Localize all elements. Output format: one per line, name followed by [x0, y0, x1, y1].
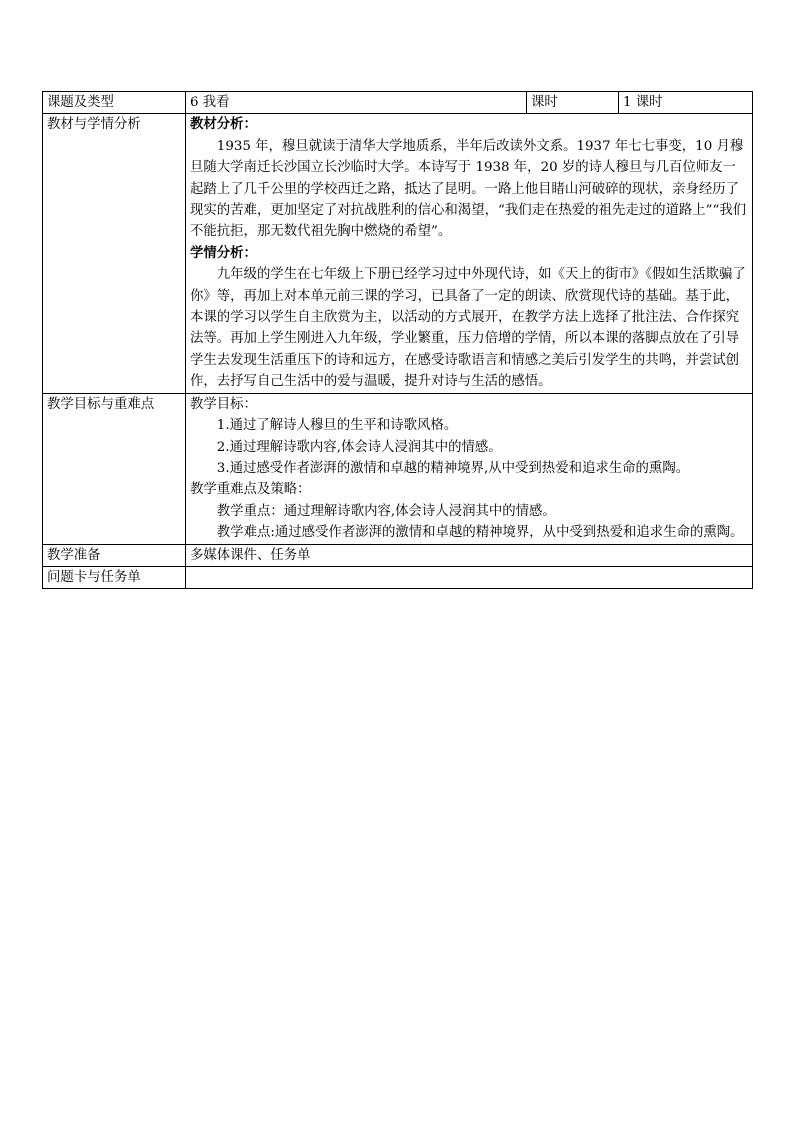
student-text: 九年级的学生在七年级上下册已经学习过中外现代诗，如《天上的街市》《假如生活欺骗了你》等，再加上对本单元前三课的学习，已具备了一定的朗读、欣赏现代诗的基础。基于此，本课的学习以学生自主欣赏为主，以活动的方式展开，在教学方法上选择了批注法、合作探究法等。再加上学生刚进入九年级，学业繁重，压力倍增的学情，所以本课的落脚点放在了引导学生去发现生活重压下的诗和远方，在感受诗歌语言和情感之美后引发学生的共鸣，并尝试创作，去抒写自己生活中的爱与温暖，提升对诗与生活的感悟。 — [190, 267, 746, 390]
goal-item: 2.通过理解诗歌内容,体会诗人浸润其中的情感。 — [216, 439, 502, 455]
difficult-point: 教学难点:通过感受作者澎湃的激情和卓越的精神境界，从中受到热爱和追求生命的熏陶。 — [216, 525, 744, 541]
objectives-row — [43, 393, 753, 544]
topic-label: 课题及类型 — [43, 92, 186, 114]
topic-row — [43, 92, 753, 114]
hours-label: 课时 — [527, 92, 619, 114]
key-point: 教学重点：通过理解诗歌内容,体会诗人浸润其中的情感。 — [216, 503, 556, 519]
analysis-content — [186, 114, 753, 393]
topic-value: 6 我看 — [186, 92, 527, 114]
preparation-row — [43, 544, 753, 566]
material-heading: 教材分析： — [190, 116, 257, 133]
goal-item: 3.通过感受作者澎湃的激情和卓越的精神境界,从中受到热爱和追求生命的熏陶。 — [216, 460, 690, 476]
student-heading: 学情分析： — [190, 244, 257, 261]
objectives-content — [186, 393, 753, 544]
objectives-label: 教学目标与重难点 — [43, 393, 186, 544]
goal-item: 1.通过了解诗人穆旦的生平和诗歌风格。 — [216, 418, 458, 434]
cards-row — [43, 566, 753, 588]
analysis-label: 教材与学情分析 — [43, 114, 186, 393]
hours-value: 1 课时 — [619, 92, 753, 114]
cards-label: 问题卡与任务单 — [43, 566, 186, 588]
lesson-plan-table — [42, 91, 753, 589]
goals-heading: 教学目标： — [190, 396, 257, 412]
cards-value[interactable] — [186, 566, 753, 588]
preparation-value: 多媒体课件、任务单 — [186, 544, 753, 566]
material-text: 1935 年，穆旦就读于清华大学地质系，半年后改读外文系。1937 年七七事变，10 月穆旦随大学南迁长沙国立长沙临时大学。本诗写于 1938 年，20 岁的诗人穆旦与几百位师友一起踏上了几千公里的学校西迁之路，抵达了昆明。一路上他目睹山河破碎的现状，亲身经历了现实的苦难，更加坚定了对抗战胜利的信心和渴望，“我们走在热爱的祖先走过的道路上”“我们不能抗拒，那无数代祖先胸中燃烧的希望”。 — [190, 138, 747, 240]
preparation-label: 教学准备 — [43, 544, 186, 566]
key-heading: 教学重难点及策略： — [190, 482, 311, 498]
analysis-row — [43, 114, 753, 393]
